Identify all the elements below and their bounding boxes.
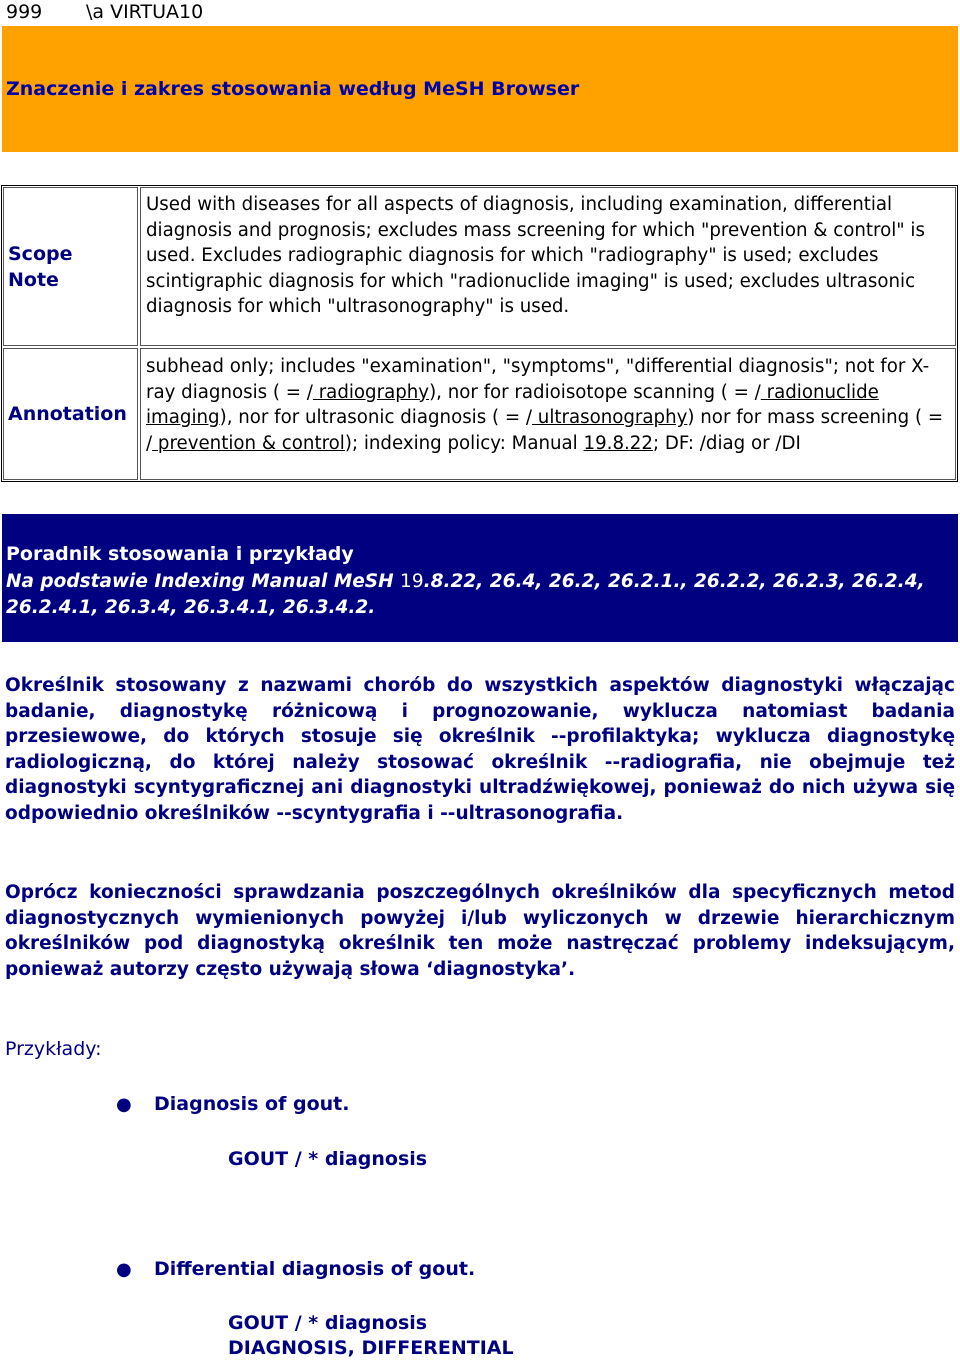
annotation-text: ); indexing policy: Manual	[344, 432, 584, 454]
annotation-text: ; DF: /diag or /DI	[652, 432, 801, 454]
example-2-line-2: DIAGNOSIS, DIFFERENTIAL	[228, 1337, 514, 1359]
guide-paragraph-1: Określnik stosowany z nazwami chorób do wszystkich aspektów diagnostyki włączając badanie, diagnostykę różnicową i prognozowanie, wyklucza natomiast badania przesiewowe, do których stosuje się określnik --profilaktyka; wyklucza diagnostykę radiologiczną, do której należy stosować określnik --radiografia, nie obejmuje też diagnostyki scyntygraficznej ani diagnostyki ultradźwiękowej, ponieważ do nich używa się odpowiednio określników --scyntygrafia i --ultrasonografia.	[5, 675, 955, 824]
example-1-line-1: GOUT / * diagnosis	[228, 1148, 428, 1170]
bullet-icon: ●	[116, 1259, 132, 1280]
guide-subtitle-number: 19	[400, 571, 424, 592]
document-code: \a VIRTUA10	[86, 1, 204, 23]
mesh-definition-table	[1, 185, 958, 482]
examples-label: Przykłady:	[5, 1038, 102, 1060]
annotation-label-cell	[3, 348, 138, 480]
annotation-text: ), nor for ultrasonic diagnosis ( = /	[219, 407, 533, 429]
example-1-title: Diagnosis of gout.	[154, 1093, 350, 1115]
guide-title: Poradnik stosowania i przykłady	[6, 543, 354, 565]
link-radiography[interactable]: radiography	[312, 381, 430, 403]
annotation-text: ), nor for radioisotope scanning ( = /	[429, 381, 761, 403]
guide-subtitle-rest: .8.22, 26.4, 26.2, 26.2.1., 26.2.2, 26.2.3, 26.2.4, 26.2.4.1, 26.3.4, 26.3.4.1, 26.3.4.2.	[6, 571, 925, 618]
example-2-title: Differential diagnosis of gout.	[154, 1258, 476, 1280]
link-manual-19-8-22[interactable]: 19.8.22	[583, 432, 653, 454]
section-title: Znaczenie i zakres stosowania według MeSH Browser	[6, 78, 580, 100]
annotation-label: Annotation	[8, 403, 127, 425]
section-header-band	[2, 26, 958, 152]
scope-note-text-cell	[140, 187, 956, 346]
link-radionuclide-imaging[interactable]: radionuclide imaging	[146, 381, 879, 429]
guide-header-band	[2, 514, 958, 642]
scope-note-text: Used with diseases for all aspects of diagnosis, including examination, differential diagnosis and prognosis; excludes mass screening for which "prevention & control" is used. Excludes radiographic diagnosis for which "radiography" is used; excludes scintigraphic diagnosis for which "radionuclide imaging" is used; excludes ultrasonic diagnosis for which "ultrasonography" is used.	[146, 194, 925, 318]
annotation-text: ) nor for mass screening ( = /	[146, 407, 944, 454]
scope-note-label-cell	[3, 187, 138, 346]
guide-paragraph-2: Oprócz konieczności sprawdzania poszczególnych określników dla specyficznych metod diagnostycznych wymienionych powyżej i/lub wyliczonych w drzewie hierarchicznym określników pod diagnostyką określnik ten może nastręczać problemy indeksującym, ponieważ autorzy często używają słowa ‘diagnostyka’.	[5, 882, 955, 980]
scope-note-label: Scope Note	[8, 242, 73, 291]
link-ultrasonography[interactable]: ultrasonography	[532, 407, 688, 429]
page-number: 999	[6, 1, 43, 23]
page-header	[6, 0, 203, 26]
guide-subtitle	[6, 569, 926, 620]
link-prevention-control[interactable]: prevention & control	[152, 432, 345, 454]
bullet-icon: ●	[116, 1094, 132, 1115]
annotation-text-cell	[140, 348, 956, 480]
example-2-line-1: GOUT / * diagnosis	[228, 1312, 428, 1334]
guide-subtitle-italic: Na podstawie Indexing Manual MeSH	[6, 571, 401, 592]
annotation-text: subhead only; includes "examination", "symptoms", "differential diagnosis"; not for X-ray diagnosis ( = /	[146, 356, 930, 403]
